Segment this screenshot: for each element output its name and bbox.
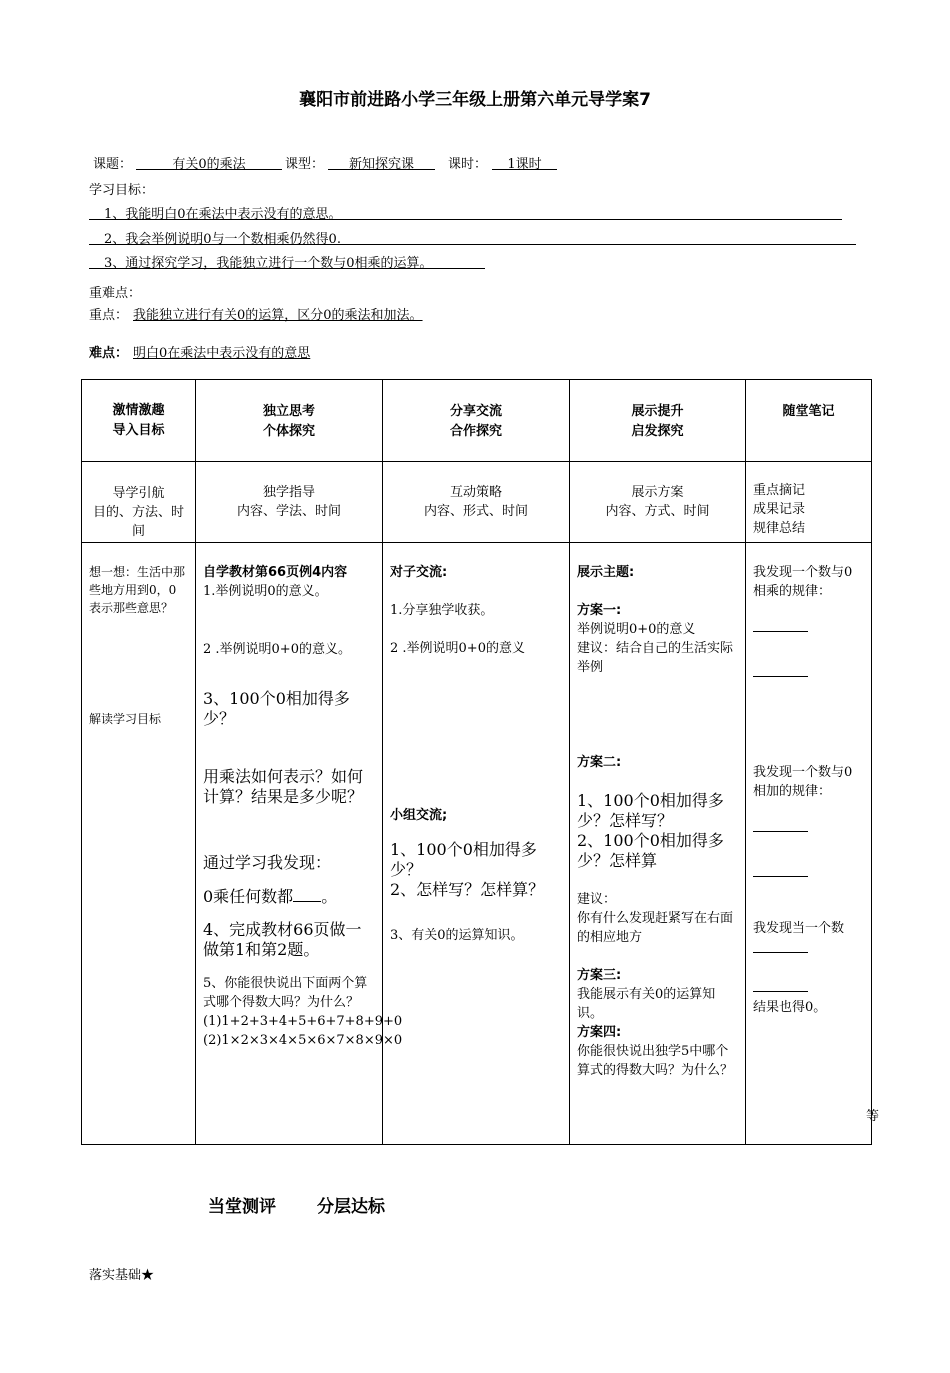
goal-item: 1、我能明白0在乘法中表示没有的意思。 — [104, 207, 342, 222]
subheader-cell: 互动策略 内容、形式、时间 — [423, 485, 528, 519]
focus-value: 我能独立进行有关0的运算，区分0的乘法和加法。 — [133, 308, 423, 323]
plan1-label: 方案一: — [577, 603, 622, 618]
plan2-tip: 你有什么发现赶紧写在右面的相应地方 — [577, 911, 734, 945]
note1-blank — [753, 617, 808, 632]
note3-blank — [753, 938, 808, 953]
subheader-cell: 导学引航 目的、方法、时 间 — [92, 486, 184, 539]
etc-text: 等 — [865, 1109, 879, 1124]
zero-rule-blank — [293, 887, 321, 902]
q5-text: 5、你能很快说出下面两个算式哪个得数大吗？为什么？ — [203, 976, 368, 1010]
group3-text: 3、有关0的运算知识。 — [390, 928, 524, 943]
col2-cell — [196, 543, 403, 1050]
focus-label: 重点： — [89, 308, 129, 323]
discover-text: 通过学习我发现： — [203, 853, 332, 872]
assessment-subtitle: 分层达标 — [317, 1197, 385, 1217]
zero-rule: 0乘任何数都 。 — [203, 887, 338, 906]
note3-blank — [753, 977, 808, 992]
note2-blank — [753, 817, 808, 832]
plan2-tip-label: 建议： — [577, 892, 617, 907]
goal-item: 3、通过探究学习，我能独立进行一个数与0相乘的运算。 — [104, 256, 433, 271]
q2-text: 2 .举例说明0+0的意义。 — [203, 642, 351, 657]
pair1-text: 1.分享独学收获。 — [390, 603, 494, 618]
subheader-cell: 展示方案 内容、方式、时间 — [605, 485, 710, 519]
group2-text: 2、怎样写？怎样算？ — [390, 880, 545, 899]
plan2-q1: 1、100个0相加得多少？怎样写？ — [577, 791, 724, 830]
type-label: 课型： — [285, 157, 325, 172]
note2-blank — [753, 862, 808, 877]
plan4-label: 方案四: — [577, 1025, 622, 1040]
q3b-text: 用乘法如何表示？如何计算？结果是多少呢？ — [203, 767, 364, 806]
plan4-text: 你能很快说出独学5中哪个算式的得数大吗？为什么？ — [577, 1044, 734, 1078]
header-cell: 展示提升 启发探究 — [631, 404, 684, 439]
difficulty-label: 难点： — [89, 346, 129, 361]
q1-text: 1.举例说明0的意义。 — [203, 584, 328, 599]
q3-text: 3、100个0相加得多少？ — [203, 689, 350, 728]
keypoints-label: 重难点： — [89, 286, 142, 301]
difficulty-value: 明白0在乘法中表示没有的意思 — [133, 346, 311, 361]
header-cell: 独立思考 个体探究 — [262, 404, 315, 439]
header-cell: 随堂笔记 — [782, 404, 835, 419]
note1-blank — [753, 662, 808, 677]
theme-label: 展示主题: — [577, 565, 635, 580]
col2-heading: 自学教材第66页例4内容 — [203, 565, 348, 580]
subheader-cell: 重点摘记 成果记录 规律总结 — [753, 483, 806, 536]
subheader-cell: 独学指导 内容、学法、时间 — [236, 485, 341, 519]
note1-text: 我发现一个数与0相乘的规律： — [753, 565, 853, 599]
type-value: 新知探究课 — [328, 153, 435, 170]
plan1-tip: 建议：结合自己的生活实际举例 — [577, 641, 734, 675]
q4-text: 4、完成教材66页做一做第1和第2题。 — [203, 920, 362, 959]
plan2-q2: 2、100个0相加得多少？怎样算 — [577, 831, 724, 870]
expr2-text: (2)1×2×3×4×5×6×7×8×9×0 — [203, 1033, 403, 1048]
pair2-text: 2 .举例说明0+0的意义 — [390, 641, 525, 656]
topic-label: 课题： — [93, 157, 133, 172]
col1-cell — [82, 543, 195, 728]
goals-label: 学习目标： — [89, 183, 155, 198]
subheader-row — [82, 462, 872, 543]
plan3-label: 方案三: — [577, 968, 622, 983]
header-row — [82, 380, 872, 462]
note2-text: 我发现一个数与0相加的规律： — [753, 765, 853, 799]
goal-item: 2、我会举例说明0与一个数相乘仍然得0. — [104, 232, 341, 247]
interpret-text: 解读学习目标 — [89, 712, 162, 726]
level1-label: 落实基础★ — [89, 1268, 155, 1283]
note3-text: 我发现当一个数 — [753, 921, 845, 936]
pair-heading: 对子交流: — [390, 565, 448, 580]
plan1-text: 举例说明0+0的意义 — [577, 622, 696, 637]
assessment-title: 当堂测评 — [208, 1197, 276, 1217]
plan3-text: 我能展示有关0的运算知识。 — [577, 987, 716, 1021]
page-title: 襄阳市前进路小学三年级上册第六单元导学案7 — [299, 90, 651, 110]
think-text: 想一想：生活中那些地方用到0，0表示那些意思？ — [89, 565, 186, 615]
note3-end: 结果也得0。 — [753, 1000, 827, 1015]
period-value: 1课时 — [492, 153, 557, 170]
period-label: 课时： — [448, 157, 488, 172]
col3-cell — [383, 543, 569, 945]
col4-cell — [570, 543, 745, 1080]
topic-value: 有关0的乘法 — [136, 153, 282, 170]
expr1-text: (1)1+2+3+4+5+6+7+8+9+0 — [203, 1014, 403, 1029]
plan2-label: 方案二: — [577, 755, 622, 770]
guide-table — [81, 379, 879, 1145]
group1-text: 1、100个0相加得多少？ — [390, 840, 537, 879]
header-cell: 激情激趣 导入目标 — [112, 403, 165, 438]
header-cell: 分享交流 合作探究 — [449, 404, 502, 439]
group-heading: 小组交流; — [390, 808, 448, 823]
content-row — [82, 543, 872, 1145]
col5-cell — [746, 543, 871, 1017]
